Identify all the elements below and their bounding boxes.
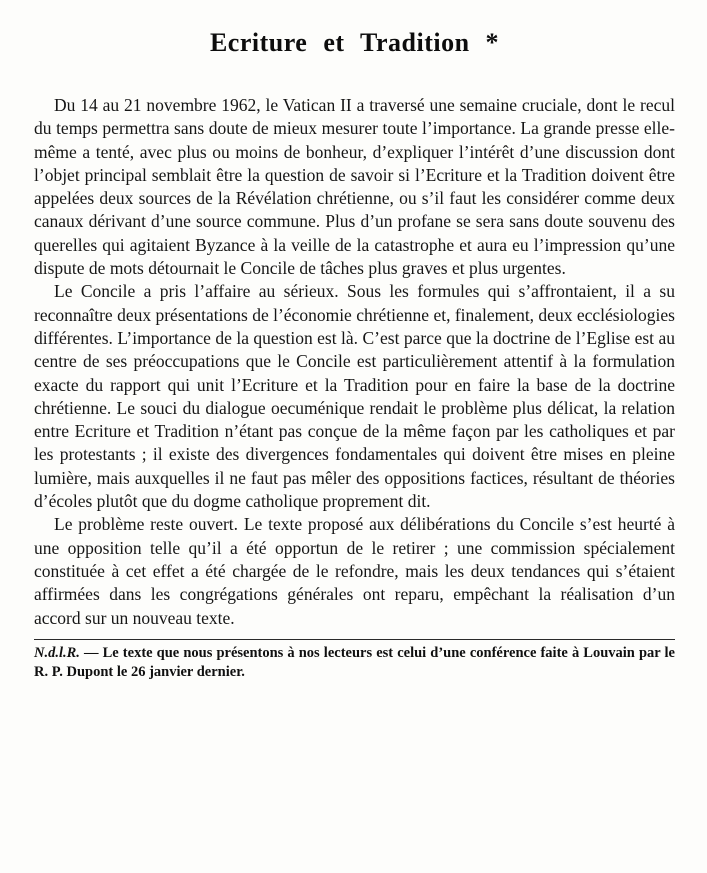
paragraph: Le Concile a pris l’affaire au sérieux. Sous les formules qui s’affrontaient, il a su reconnaître deux présentations de l’économie chrétienne et, finalement, deux ecclésiologies différentes. L’importance de la question est là. C’est parce que la doctrine de l’Eglise est au centre de ses préoccupations que le Concile est particulièrement attentif à la formulation exacte du rapport qui unit l’Ecriture et la Tradition pour en faire la base de la doctrine chrétienne. Le souci du dialogue oecuménique rendait le problème plus délicat, la relation entre Ecriture et Tradition n’étant pas conçue de la même façon par les catholiques et par les protestants ; il existe des divergences fondamentales qui doivent être mises en pleine lumière, mais auxquelles il ne faut pas mêler des oppositions factices, résultant de théories d’écoles plutôt que du dogme catholique proprement dit. [34, 281, 675, 512]
paragraph: Le problème reste ouvert. Le texte proposé aux délibérations du Concile s’est heurté à une opposition telle qu’il a été opportun de le retirer ; une commission spécialement constituée à cet effet a été chargée de le refondre, mais les deux tendances qui s’étaient affirmées dans les congrégations générales ont reparu, empêchant la réalisation d’un accord sur un nouveau texte. [34, 514, 675, 628]
page-title: Ecriture et Tradition * [209, 28, 500, 57]
paragraph: Du 14 au 21 novembre 1962, le Vatican II a traversé une semaine cruciale, dont le recul du temps permettra sans doute de mieux mesurer toute l’importance. La grande presse elle-même a tenté, avec plus ou moins de bonheur, d’expliquer l’intérêt d’une discussion dont l’objet principal semblait être la question de savoir si l’Ecriture et la Tradition doivent être appelées deux sources de la Révélation chrétienne, ou s’il faut les considérer comme deux canaux dérivant d’une source commune. Plus d’un profane se sera sans doute souvenu des querelles qui agitaient Byzance à la veille de la catastrophe et aura eu l’impression qu’une dispute de mots détournait le Concile de tâches plus graves et plus urgentes. [34, 95, 675, 279]
footnote-text: — Le texte que nous présentons à nos lecteurs est celui d’une conférence faite à Louvain par le R. P. Dupont le 26 janvier dernier. [34, 644, 675, 680]
article-body [34, 94, 675, 630]
footnote [34, 639, 675, 682]
footnote-label: N.d.l.R. [34, 644, 80, 661]
